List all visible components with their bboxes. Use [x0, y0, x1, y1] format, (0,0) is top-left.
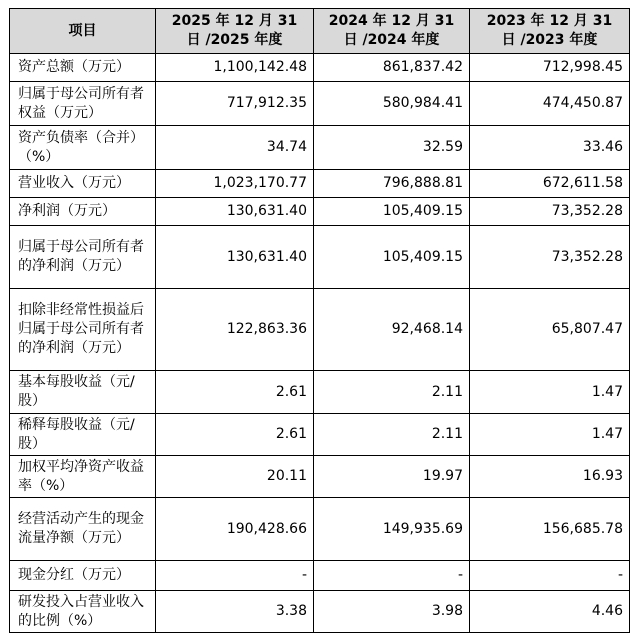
row-label: 经营活动产生的现金流量净额（万元） [10, 498, 156, 561]
header-row [10, 9, 630, 54]
value-2023: 33.46 [470, 126, 630, 170]
value-2024: 861,837.42 [314, 54, 470, 82]
table-row [10, 226, 630, 289]
value-2024: 105,409.15 [314, 198, 470, 226]
header-2025: 2025 年 12 月 31 日 /2025 年度 [156, 9, 314, 54]
header-2023: 2023 年 12 月 31 日 /2023 年度 [470, 9, 630, 54]
value-2023: 1.47 [470, 371, 630, 414]
value-2025: 190,428.66 [156, 498, 314, 561]
value-2023: 65,807.47 [470, 289, 630, 371]
table-row [10, 561, 630, 591]
row-label: 基本每股收益（元/股） [10, 371, 156, 414]
table-row [10, 289, 630, 371]
value-2025: 717,912.35 [156, 82, 314, 126]
value-2024: 105,409.15 [314, 226, 470, 289]
row-label: 稀释每股收益（元/股） [10, 414, 156, 456]
value-2025: 1,100,142.48 [156, 54, 314, 82]
row-label: 现金分红（万元） [10, 561, 156, 591]
value-2024: 92,468.14 [314, 289, 470, 371]
value-2023: 474,450.87 [470, 82, 630, 126]
value-2024: 2.11 [314, 414, 470, 456]
row-label: 扣除非经常性损益后归属于母公司所有者的净利润（万元） [10, 289, 156, 371]
row-label: 营业收入（万元） [10, 170, 156, 198]
table-row [10, 414, 630, 456]
table-row [10, 126, 630, 170]
value-2023: 16.93 [470, 456, 630, 498]
value-2025: 2.61 [156, 371, 314, 414]
value-2023: 73,352.28 [470, 198, 630, 226]
table-row [10, 170, 630, 198]
row-label: 资产总额（万元） [10, 54, 156, 82]
table-row [10, 54, 630, 82]
value-2023: 712,998.45 [470, 54, 630, 82]
value-2025: 122,863.36 [156, 289, 314, 371]
row-label: 资产负债率（合并）（%） [10, 126, 156, 170]
table-row [10, 498, 630, 561]
header-item: 项目 [10, 9, 156, 54]
row-label: 净利润（万元） [10, 198, 156, 226]
value-2025: - [156, 561, 314, 591]
row-label: 归属于母公司所有者的净利润（万元） [10, 226, 156, 289]
value-2023: 4.46 [470, 591, 630, 633]
value-2025: 130,631.40 [156, 198, 314, 226]
table-row [10, 456, 630, 498]
value-2024: 796,888.81 [314, 170, 470, 198]
value-2025: 34.74 [156, 126, 314, 170]
value-2023: 156,685.78 [470, 498, 630, 561]
value-2024: 2.11 [314, 371, 470, 414]
value-2024: 19.97 [314, 456, 470, 498]
table-row [10, 198, 630, 226]
value-2025: 130,631.40 [156, 226, 314, 289]
value-2024: 149,935.69 [314, 498, 470, 561]
value-2023: 672,611.58 [470, 170, 630, 198]
value-2023: 73,352.28 [470, 226, 630, 289]
row-label: 加权平均净资产收益率（%） [10, 456, 156, 498]
value-2025: 2.61 [156, 414, 314, 456]
value-2024: - [314, 561, 470, 591]
financial-summary-table [9, 8, 630, 633]
value-2025: 20.11 [156, 456, 314, 498]
table-row [10, 371, 630, 414]
table-row [10, 591, 630, 633]
value-2024: 580,984.41 [314, 82, 470, 126]
value-2025: 3.38 [156, 591, 314, 633]
row-label: 归属于母公司所有者权益（万元） [10, 82, 156, 126]
value-2023: - [470, 561, 630, 591]
value-2023: 1.47 [470, 414, 630, 456]
row-label: 研发投入占营业收入的比例（%） [10, 591, 156, 633]
value-2024: 3.98 [314, 591, 470, 633]
value-2024: 32.59 [314, 126, 470, 170]
header-2024: 2024 年 12 月 31 日 /2024 年度 [314, 9, 470, 54]
table-row [10, 82, 630, 126]
value-2025: 1,023,170.77 [156, 170, 314, 198]
